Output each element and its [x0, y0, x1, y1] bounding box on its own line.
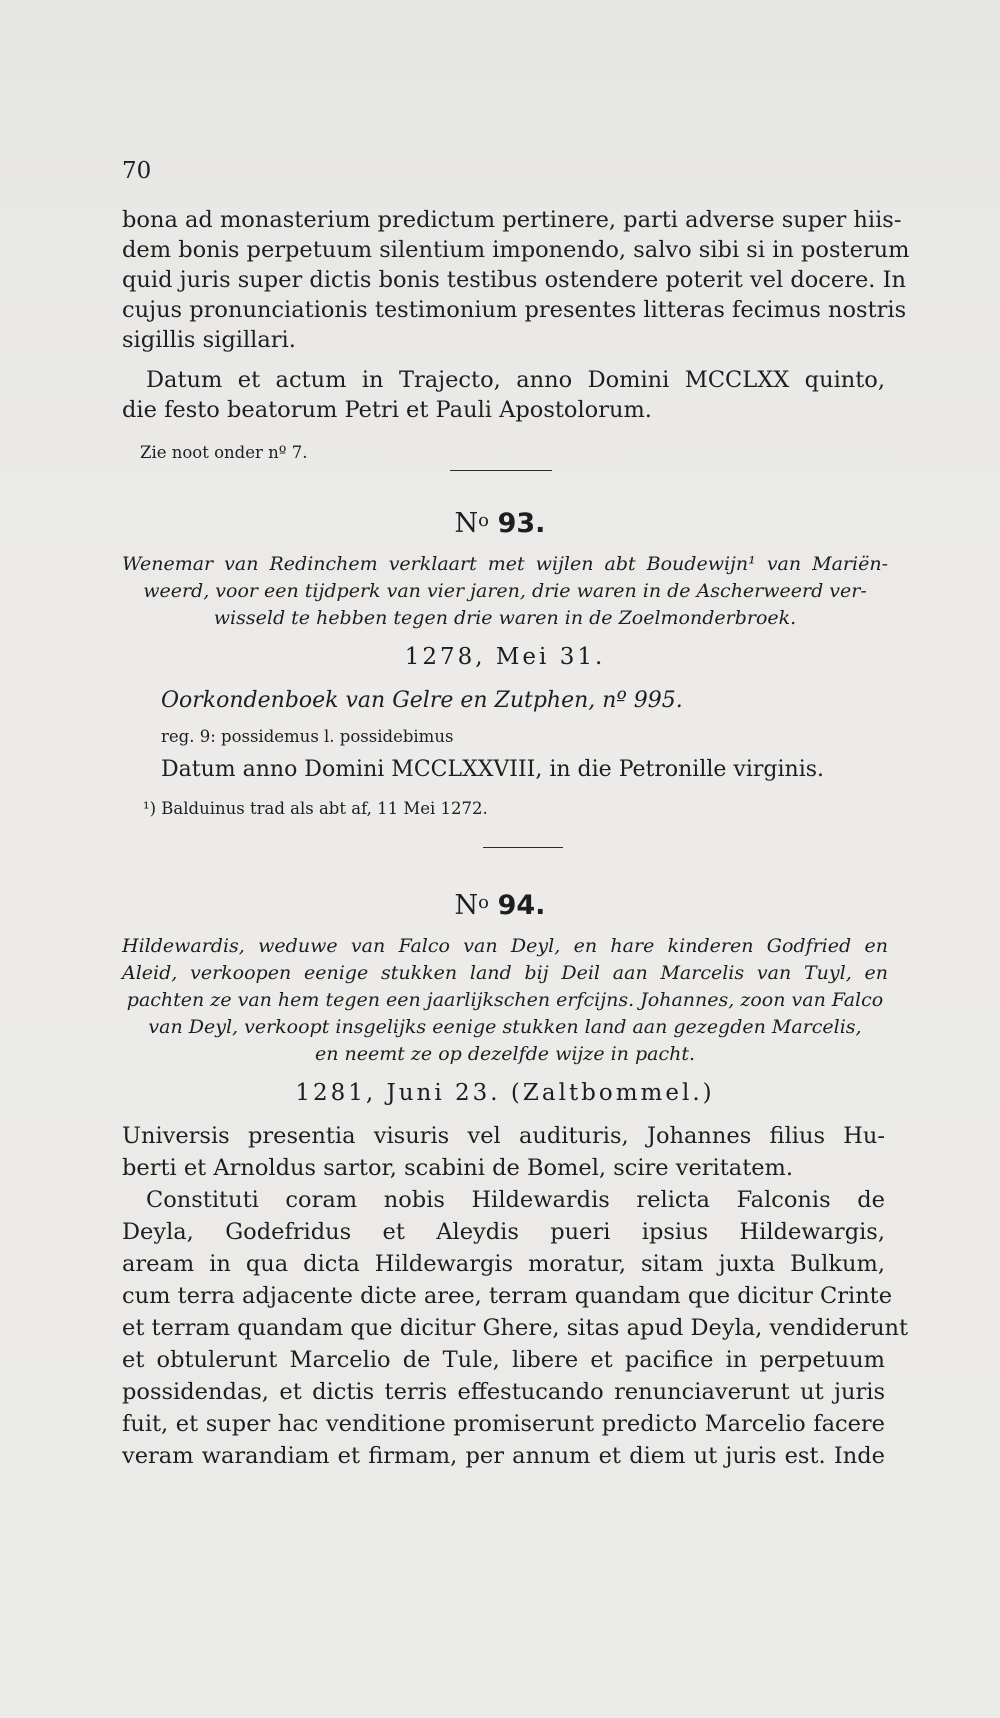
doc94-summary-line-1: Hildewardis, weduwe van Falco van Deyl, en hare kinderen Godfried en: [122, 935, 888, 957]
doc94-text-line-10: fuit, et super hac venditione promiserunt predicto Marcelio facere: [122, 1411, 885, 1437]
doc93-number-prefix: N: [454, 508, 479, 539]
doc93-number-sup: o: [478, 510, 490, 531]
page-number: 70: [122, 158, 152, 184]
intro-line-3: quid juris super dictis bonis testibus ostendere poterit vel docere. In: [122, 267, 906, 293]
doc94-date: 1281, Juni 23. (Zaltbommel.): [295, 1080, 715, 1106]
datum-line-2: die festo beatorum Petri et Pauli Apostolorum.: [122, 397, 652, 423]
intro-line-5: sigillis sigillari.: [122, 327, 296, 353]
doc93-summary-line-3: wisseld te hebben tegen drie waren in de Zoelmonderbroek.: [213, 607, 797, 629]
doc94-number: [0, 890, 1000, 925]
doc93-date: 1278, Mei 31.: [404, 644, 606, 670]
doc94-text-line-8: et obtulerunt Marcelio de Tule, libere et pacifice in perpetuum: [122, 1347, 885, 1373]
doc93-number: [0, 508, 1000, 543]
section-divider-2: [483, 847, 563, 848]
intro-line-1: bona ad monasterium predictum pertinere, parti adverse super hiis-: [122, 207, 902, 233]
doc94-text-line-2: berti et Arnoldus sartor, scabini de Bomel, scire veritatem.: [122, 1155, 794, 1181]
datum-line-1: Datum et actum in Trajecto, anno Domini MCCLXX quinto,: [146, 367, 885, 393]
section-divider-1: [450, 470, 552, 471]
doc94-summary-line-2: Aleid, verkoopen eenige stukken land bij Deil aan Marcelis van Tuyl, en: [122, 962, 888, 984]
intro-line-2: dem bonis perpetuum silentium imponendo, salvo sibi si in posterum: [122, 237, 910, 263]
doc94-text-line-11: veram warandiam et firmam, per annum et diem ut juris est. Inde: [122, 1443, 885, 1469]
doc94-text-line-6: cum terra adjacente dicte aree, terram quandam que dicitur Crinte: [122, 1283, 893, 1309]
doc94-summary-line-5: en neemt ze op dezelfde wijze in pacht.: [314, 1043, 695, 1065]
doc93-footnote: ¹) Balduinus trad als abt af, 11 Mei 1272.: [143, 799, 488, 818]
doc94-text-line-1: Universis presentia visuris vel audituris, Johannes filius Hu-: [122, 1123, 885, 1149]
doc94-text-line-5: aream in qua dicta Hildewargis moratur, sitam juxta Bulkum,: [122, 1251, 885, 1277]
intro-line-4: cujus pronunciationis testimonium presentes litteras fecimus nostris: [122, 297, 907, 323]
doc94-text-line-9: possidendas, et dictis terris effestucando renunciaverunt ut juris: [122, 1379, 885, 1405]
doc94-number-prefix: N: [454, 890, 479, 921]
doc94-number-sup: o: [478, 892, 490, 913]
note-line: Zie noot onder nº 7.: [140, 443, 308, 462]
doc93-number-value: 93.: [497, 508, 546, 539]
doc93-summary-line-1: Wenemar van Redinchem verklaart met wijlen abt Boudewijn¹ van Mariën-: [122, 553, 888, 575]
doc93-source: Oorkondenboek van Gelre en Zutphen, nº 995.: [161, 688, 683, 713]
doc93-reg: reg. 9: possidemus l. possidebimus: [161, 727, 454, 746]
doc94-summary-line-3: pachten ze van hem tegen een jaarlijkschen erfcijns. Johannes, zoon van Falco: [126, 989, 884, 1011]
doc94-number-value: 94.: [497, 890, 546, 921]
doc93-datum: Datum anno Domini MCCLXXVIII, in die Petronille virginis.: [161, 757, 825, 782]
doc94-text-line-3: Constituti coram nobis Hildewardis relicta Falconis de: [146, 1187, 885, 1213]
doc94-text-line-7: et terram quandam que dicitur Ghere, sitas apud Deyla, vendiderunt: [122, 1315, 909, 1341]
doc93-summary-line-2: weerd, voor een tijdperk van vier jaren, drie waren in de Ascherweerd ver-: [143, 580, 867, 602]
doc94-text-line-4: Deyla, Godefridus et Aleydis pueri ipsius Hildewargis,: [122, 1219, 885, 1245]
doc94-summary-line-4: van Deyl, verkoopt insgelijks eenige stukken land aan gezegden Marcelis,: [148, 1016, 862, 1038]
